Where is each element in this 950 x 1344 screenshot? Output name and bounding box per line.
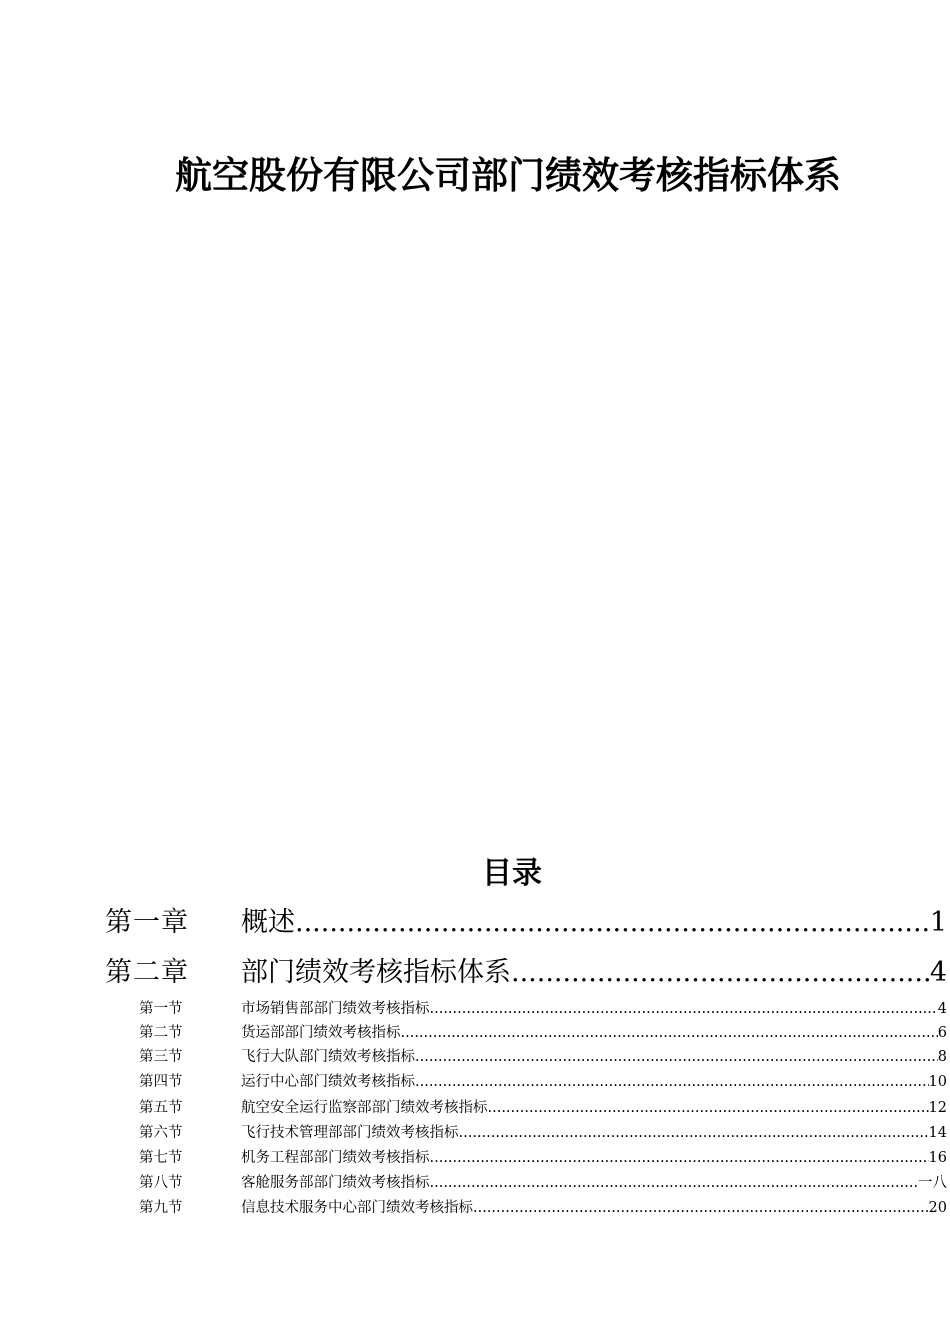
- toc-page-number: 1: [929, 907, 947, 938]
- toc-section-title: 市场销售部部门绩效考核指标: [241, 1001, 430, 1017]
- toc-dot-leader: [511, 955, 930, 991]
- toc-section-5[interactable]: [0, 1096, 947, 1120]
- toc-section-title: 客舱服务部部门绩效考核指标: [241, 1175, 430, 1191]
- toc-dot-leader: [430, 1146, 929, 1170]
- toc-dot-leader: [415, 1045, 938, 1069]
- toc-section-number: 第六节: [139, 1125, 183, 1141]
- toc-section-number: 第五节: [139, 1100, 183, 1116]
- toc-page-number: 10: [928, 1074, 947, 1090]
- toc-page-number: 16: [928, 1150, 947, 1166]
- toc-chapter-number: 第一章: [105, 907, 189, 938]
- toc-section-9[interactable]: [0, 1196, 947, 1220]
- toc-dot-leader: [473, 1196, 929, 1220]
- toc-page-number: 14: [928, 1125, 947, 1141]
- toc-chapter-title: 概述: [241, 907, 295, 938]
- toc-section-number: 第七节: [139, 1150, 183, 1166]
- toc-section-title: 飞行大队部门绩效考核指标: [241, 1049, 415, 1065]
- toc-section-6[interactable]: [0, 1121, 947, 1145]
- toc-section-title: 飞行技术管理部部门绩效考核指标: [241, 1125, 459, 1141]
- toc-page-number: 4: [937, 1001, 947, 1017]
- toc-section-2[interactable]: [0, 1021, 947, 1045]
- toc-section-number: 第九节: [139, 1200, 183, 1216]
- toc-section-number: 第一节: [139, 1001, 183, 1017]
- toc-page-number: 8: [937, 1049, 947, 1065]
- toc-chapter-title: 部门绩效考核指标体系: [241, 957, 511, 988]
- toc-dot-leader: [430, 1171, 919, 1195]
- toc-section-number: 第八节: [139, 1175, 183, 1191]
- toc-section-8[interactable]: [0, 1171, 947, 1195]
- toc-page-number: 一八: [918, 1175, 947, 1191]
- toc-section-title: 机务工程部部门绩效考核指标: [241, 1150, 430, 1166]
- toc-page-number: 6: [937, 1025, 947, 1041]
- toc-dot-leader: [459, 1121, 929, 1145]
- toc-page-number: 12: [928, 1100, 947, 1116]
- toc-section-title: 信息技术服务中心部门绩效考核指标: [241, 1200, 473, 1216]
- toc-page-number: 4: [929, 957, 947, 988]
- toc-section-number: 第二节: [139, 1025, 183, 1041]
- toc-dot-leader: [401, 1021, 938, 1045]
- toc-dot-leader: [415, 1070, 929, 1094]
- toc-section-3[interactable]: [0, 1045, 947, 1069]
- toc-dot-leader: [295, 905, 930, 941]
- toc-chapter-2[interactable]: [0, 955, 947, 991]
- toc-section-4[interactable]: [0, 1070, 947, 1094]
- toc-dot-leader: [488, 1096, 929, 1120]
- toc-section-number: 第三节: [139, 1049, 183, 1065]
- toc-page-number: 20: [928, 1200, 947, 1216]
- toc-section-title: 货运部部门绩效考核指标: [241, 1025, 401, 1041]
- toc-section-title: 航空安全运行监察部部门绩效考核指标: [241, 1100, 488, 1116]
- toc-section-title: 运行中心部门绩效考核指标: [241, 1074, 415, 1090]
- toc-dot-leader: [430, 997, 938, 1021]
- toc-section-7[interactable]: [0, 1146, 947, 1170]
- toc-section-1[interactable]: [0, 997, 947, 1021]
- toc-chapter-1[interactable]: [0, 905, 947, 941]
- document-title: 航空股份有限公司部门绩效考核指标体系: [175, 154, 841, 197]
- toc-section-number: 第四节: [139, 1074, 183, 1090]
- toc-chapter-number: 第二章: [105, 957, 189, 988]
- toc-heading: 目录: [482, 856, 542, 891]
